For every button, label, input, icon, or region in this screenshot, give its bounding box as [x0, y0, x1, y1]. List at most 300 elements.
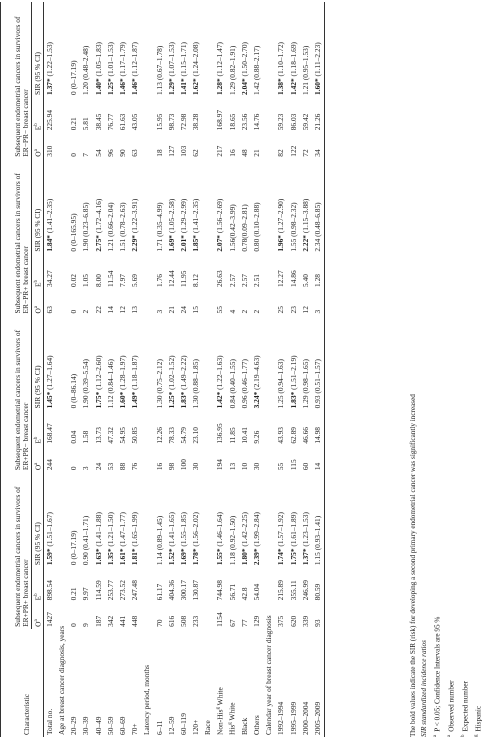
expected-cell: 0.21 — [69, 117, 79, 131]
expected-cell: 38.45 — [93, 113, 103, 131]
table-row — [129, 2, 141, 737]
observed-cell: 13 — [130, 306, 140, 314]
sir-cell: 1.30 (0.88–1.85) — [191, 359, 201, 409]
observed-cell: 129 — [252, 615, 262, 627]
sir-cell: 1.63* (1.41–1.88) — [93, 512, 103, 566]
sir-cell: 1.49* (1.18–1.87) — [130, 355, 140, 409]
observed-cell: 1154 — [215, 612, 225, 627]
expected-cell: 114.59 — [93, 580, 103, 601]
footnote: $^a$P < 0.05; Confidence Intervals are 95 % — [433, 616, 442, 737]
observed-cell: 34 — [312, 132, 325, 158]
expected-cell: 7.97 — [117, 274, 127, 287]
sir-table — [0, 2, 325, 737]
row-label: Total no. — [44, 708, 54, 735]
expected-cell: 2.57 — [227, 274, 237, 287]
expected-cell: 8.00 — [93, 274, 103, 287]
observed-cell: 76 — [130, 462, 140, 471]
sir-cell: 0 (0–17.19) — [69, 60, 79, 95]
sir-cell: 1.81* (1.65–1.99) — [130, 512, 140, 566]
observed-cell: 18 — [154, 149, 164, 157]
observed-cell: 53 — [105, 462, 115, 471]
sir-cell: 2.29* (1.22–3.91) — [130, 198, 140, 252]
sir-cell: 1.29 (0.82–1.91) — [227, 45, 237, 95]
sir-cell: 2.07* (1.56–2.69) — [215, 198, 225, 252]
observed-cell: 9 — [81, 623, 91, 627]
sir-cell: 1.25* (1.02–1.52) — [166, 355, 176, 409]
observed-header: $O^a$ — [32, 602, 44, 628]
table-row — [81, 2, 93, 737]
expected-cell: 2.51 — [252, 274, 262, 287]
expected-cell: 61.17 — [154, 583, 164, 601]
sir-header: SIR (95 % CI) — [32, 2, 44, 97]
row-label: 40–49 — [93, 716, 103, 735]
observed-cell: 63 — [130, 149, 140, 157]
observed-cell: 16 — [154, 462, 164, 471]
expected-cell: 72.98 — [178, 113, 188, 131]
expected-cell: 54.95 — [117, 427, 127, 444]
table-row — [312, 2, 325, 737]
expected-cell: 13.73 — [93, 427, 103, 444]
observed-cell: 0 — [69, 309, 79, 314]
observed-cell: 244 — [44, 459, 54, 471]
table-row — [251, 2, 263, 737]
expected-cell: 47.32 — [105, 427, 115, 444]
table-row — [68, 2, 80, 737]
observed-cell: 448 — [130, 615, 140, 627]
expected-cell: 253.77 — [105, 580, 115, 601]
expected-cell: 78.33 — [166, 427, 176, 444]
observed-cell: 62 — [191, 149, 201, 157]
observed-cell: 22 — [93, 306, 103, 314]
sir-cell: 1.40* (1.05–1.83) — [93, 41, 103, 95]
row-label: 70+ — [130, 723, 140, 735]
footnote: $^b$Expected number — [460, 681, 469, 737]
row-label: 60–69 — [117, 716, 127, 735]
expected-header: $E^b$ — [32, 254, 44, 289]
expected-cell: 898.54 — [44, 580, 54, 601]
expected-cell: 404.36 — [166, 580, 176, 601]
sir-cell: 1.42* (1.22–1.63) — [215, 355, 225, 409]
expected-cell: 215.89 — [276, 580, 286, 601]
expected-cell: 42.8 — [239, 587, 249, 601]
observed-cell: 88 — [117, 462, 127, 471]
section-heading-row — [263, 2, 275, 737]
observed-cell: 233 — [191, 615, 201, 627]
expected-cell: 300.17 — [178, 580, 188, 601]
expected-cell: 168.97 — [215, 109, 225, 131]
row-label: 12–59 — [166, 716, 176, 735]
table-row — [276, 2, 288, 737]
observed-cell: 2 — [81, 309, 91, 314]
sir-cell: 1.55* (1.46–1.64) — [215, 512, 225, 566]
observed-cell: 16 — [227, 149, 237, 157]
footnotes — [408, 7, 485, 737]
expected-cell: 34.27 — [44, 270, 54, 287]
section-label: Latency period, months — [142, 665, 152, 735]
row-label: 6–11 — [154, 720, 164, 735]
sub-header-row — [32, 2, 44, 737]
section-heading-row — [56, 2, 68, 737]
expected-cell: 76.77 — [105, 113, 115, 131]
sir-cell: 1.20 (0.48–2.48) — [81, 45, 91, 95]
observed-cell: 14 — [312, 446, 325, 472]
expected-cell: 14.98 — [312, 410, 325, 445]
observed-cell: 12 — [300, 306, 310, 314]
expected-cell: 15.95 — [154, 113, 164, 131]
sir-cell: 1.15 (0.93–1.41) — [312, 472, 325, 567]
section-heading-row — [202, 2, 214, 737]
observed-cell: 122 — [288, 145, 298, 157]
row-label: 60–119 — [178, 713, 188, 735]
sir-cell: 1.69* (1.55–1.85) — [178, 512, 188, 566]
observed-cell: 217 — [215, 145, 225, 157]
observed-cell: 48 — [239, 149, 249, 157]
row-label: 2000–2004 — [300, 701, 310, 735]
sir-cell: 2.75* (1.72–4.16) — [93, 198, 103, 252]
observed-cell: 23 — [288, 306, 298, 314]
sir-cell: 1.80* (1.42–2.25) — [239, 512, 249, 566]
sir-cell: 1.13 (0.67–1.78) — [154, 45, 164, 95]
expected-cell: 11.95 — [178, 270, 188, 287]
sir-cell: 1.69* (1.05–2.58) — [166, 198, 176, 252]
expected-cell: 62.89 — [288, 427, 298, 444]
table-row — [93, 2, 105, 737]
sir-cell: 1.51 (0.78–2.63) — [117, 202, 127, 252]
expected-cell: 9.97 — [81, 587, 91, 601]
sir-cell: 1.42 (0.88–2.17) — [252, 45, 262, 95]
expected-cell: 54.79 — [178, 427, 188, 444]
sir-cell: 1.21 (0.95–1.53) — [300, 45, 310, 95]
observed-header: $O^a$ — [32, 446, 44, 472]
sir-cell: 0 (0–165.95) — [69, 213, 79, 252]
sir-cell: 1.37* (1.23–1.53) — [300, 512, 310, 566]
observed-cell: 98 — [166, 462, 176, 471]
expected-cell: 86.03 — [288, 113, 298, 131]
observed-cell: 55 — [215, 306, 225, 314]
observed-cell: 15 — [191, 306, 201, 314]
row-label: 2005–2009 — [312, 629, 325, 737]
table-body — [44, 2, 325, 737]
sir-cell: 2.39* (1.99–2.84) — [252, 512, 262, 566]
expected-cell: 12.27 — [276, 270, 286, 287]
expected-cell: 26.63 — [215, 270, 225, 287]
expected-cell: 43.05 — [130, 113, 140, 131]
group-header-er-pos-pr-pos: Subsequent endometrial cancers in survivors of ER+PR+ breast cancer — [1, 472, 32, 629]
observed-cell: 2 — [252, 309, 262, 314]
sir-cell: 2.34 (0.48–6.85) — [312, 159, 325, 254]
expected-cell: 0.02 — [69, 274, 79, 287]
expected-cell: 50.85 — [130, 427, 140, 444]
row-label: Black — [239, 717, 249, 735]
sir-cell: 1.84* (1.41–2.35) — [44, 198, 54, 252]
sir-cell: 0.96 (0.46–1.77) — [239, 359, 249, 409]
sir-cell: 1.62* (1.24–2.08) — [191, 41, 201, 95]
observed-cell: 310 — [44, 145, 54, 157]
expected-cell: 11.54 — [105, 270, 115, 287]
section-heading-row — [142, 2, 154, 737]
expected-cell: 1.05 — [81, 274, 91, 287]
section-label: Race — [203, 720, 213, 735]
section-label: Calendar year of breast cancer diagnosis — [264, 615, 274, 735]
expected-header: $E^b$ — [32, 410, 44, 445]
sir-cell: 1.14 (0.89–1.45) — [154, 515, 164, 566]
expected-cell: 54.04 — [252, 583, 262, 601]
expected-cell: 23.56 — [239, 113, 249, 131]
sir-cell: 1.75* (1.61–1.89) — [288, 512, 298, 566]
group-header-er-pos-pr-neg: Subsequent endometrial cancers in survivors of ER+PR− breast cancer — [1, 315, 32, 472]
sir-cell: 1.85* (1.41–2.35) — [191, 198, 201, 252]
footnote: $^a$Observed number — [447, 680, 456, 737]
observed-cell: 187 — [93, 615, 103, 627]
sir-cell: 0.84 (0.40–1.55) — [227, 359, 237, 409]
sir-cell: 1.29* (1.07–1.53) — [166, 41, 176, 95]
observed-cell: 72 — [300, 149, 310, 157]
sir-cell: 1.28* (1.12–1.47) — [215, 41, 225, 95]
observed-cell: 0 — [69, 153, 79, 157]
sir-cell: 2.04* (1.50–2.70) — [239, 41, 249, 95]
expected-cell: 43.93 — [276, 427, 286, 444]
sir-cell: 1.96* (1.27–2.90) — [276, 198, 286, 252]
sir-cell: 1.25* (1.01–1.53) — [105, 41, 115, 95]
observed-cell: 30 — [191, 462, 201, 471]
row-label: 1992–1994 — [276, 701, 286, 735]
sir-cell: 1.30 (0.75–2.12) — [154, 359, 164, 409]
expected-cell: 61.63 — [117, 113, 127, 131]
observed-cell: 12 — [117, 306, 127, 314]
expected-cell: 14.86 — [288, 270, 298, 287]
footnote: SIR standardized incidence ratios — [420, 640, 429, 737]
row-label: Others — [252, 715, 262, 735]
expected-cell: 59.23 — [276, 113, 286, 131]
expected-cell: 273.52 — [117, 580, 127, 601]
expected-cell: 12.44 — [166, 270, 176, 287]
table-row — [300, 2, 312, 737]
sir-cell: 0 (0–17.19) — [69, 530, 79, 566]
sir-cell: 0.78(0.09–2.81) — [239, 204, 249, 252]
sir-cell: 1.71 (0.35–4.99) — [154, 202, 164, 252]
sir-cell: 1.74* (1.57–1.92) — [276, 512, 286, 566]
observed-cell: 21 — [252, 149, 262, 157]
expected-cell: 23.10 — [191, 427, 201, 444]
sir-header: SIR (95 % CI) — [32, 159, 44, 254]
observed-cell: 21 — [166, 306, 176, 314]
group-header-er-neg-pr-neg: Subsequent endometrial cancers in survivors of ER−PR− breast cancer — [1, 2, 32, 159]
sir-cell: 1.41* (1.15–1.71) — [178, 41, 188, 95]
observed-cell: 100 — [178, 459, 188, 471]
expected-cell: 168.47 — [44, 423, 54, 444]
group-header-er-neg-pr-pos: Subsequent endometrial cancers in survivors of ER−PR+ breast cancer — [1, 159, 32, 316]
observed-cell: 54 — [93, 149, 103, 157]
expected-cell: 247.48 — [130, 580, 140, 601]
table-row — [215, 2, 227, 737]
observed-cell: 93 — [312, 602, 325, 628]
sir-cell: 1.35* (1.21–1.50) — [105, 512, 115, 566]
sir-cell: 1.78* (1.56–2.02) — [191, 512, 201, 566]
observed-cell: 0 — [69, 623, 79, 627]
observed-cell: 0 — [69, 466, 79, 471]
expected-cell: 225.94 — [44, 109, 54, 131]
observed-cell: 616 — [166, 615, 176, 627]
expected-cell: 355.11 — [288, 580, 298, 601]
observed-cell: 10 — [239, 462, 249, 471]
sir-cell: 2.22* (1.15–3.88) — [300, 198, 310, 252]
row-label: 30–39 — [81, 716, 91, 735]
sir-cell: 3.24* (2.19–4.63) — [252, 355, 262, 409]
table-row — [154, 2, 166, 737]
expected-cell: 59.42 — [300, 113, 310, 131]
expected-cell: 1.28 — [312, 254, 325, 289]
table-header — [1, 2, 44, 737]
expected-header: $E^b$ — [32, 567, 44, 602]
expected-cell: 744.98 — [215, 580, 225, 601]
expected-cell: 18.65 — [227, 113, 237, 131]
sir-cell: 1.38* (1.10–1.72) — [276, 41, 286, 95]
observed-cell: 3 — [312, 289, 325, 315]
sir-cell: 1.90 (0.23–6.85) — [81, 202, 91, 252]
expected-cell: 1.58 — [81, 430, 91, 444]
sir-cell: 1.60* (1.28–1.97) — [117, 355, 127, 409]
table-row — [117, 2, 129, 737]
characteristic-header: Characteristic — [1, 629, 32, 737]
observed-cell: 3 — [154, 309, 164, 314]
observed-cell: 82 — [276, 149, 286, 157]
sir-cell: 1.25 (0.94–1.63) — [276, 359, 286, 409]
expected-cell: 0.21 — [69, 587, 79, 601]
observed-cell: 90 — [117, 149, 127, 157]
sir-cell: 2.01* (1.29–2.99) — [178, 198, 188, 252]
observed-cell: 25 — [276, 306, 286, 314]
observed-cell: 70 — [154, 619, 164, 627]
expected-cell: 5.69 — [130, 274, 140, 287]
expected-cell: 8.12 — [191, 274, 201, 287]
expected-cell: 38.28 — [191, 113, 201, 131]
observed-header: $O^a$ — [32, 132, 44, 158]
observed-cell: 7 — [81, 153, 91, 157]
sir-cell: 1.29 (0.98–1.65) — [300, 359, 310, 409]
observed-cell: 60 — [300, 462, 310, 471]
row-label: 50–59 — [105, 716, 115, 735]
table-row — [288, 2, 300, 737]
observed-cell: 13 — [227, 462, 237, 471]
observed-cell: 1427 — [44, 612, 54, 627]
table-row — [178, 2, 190, 737]
sir-cell: 1.90 (0.39–5.54) — [81, 359, 91, 409]
sir-cell: 0.93 (0.51–1.57) — [312, 315, 325, 410]
observed-cell: 24 — [178, 306, 188, 314]
observed-cell: 375 — [276, 615, 286, 627]
sir-cell: 1.52* (1.41–1.65) — [166, 512, 176, 566]
sir-cell: 1.21 (0.66–2.04) — [105, 202, 115, 252]
expected-cell: 14.76 — [252, 113, 262, 131]
observed-cell: 342 — [105, 615, 115, 627]
observed-cell: 4 — [227, 309, 237, 314]
sir-header: SIR (95 % CI) — [32, 472, 44, 567]
expected-header: $E^b$ — [32, 97, 44, 132]
observed-cell: 24 — [93, 462, 103, 471]
sir-cell: 1.75* (1.12–2.60) — [93, 355, 103, 409]
expected-cell: 1.76 — [154, 274, 164, 287]
observed-cell: 77 — [239, 619, 249, 627]
sir-cell: 1.55 (0.98–2.32) — [288, 202, 298, 252]
observed-cell: 96 — [105, 149, 115, 157]
footnote: $^g$Hispanic — [474, 705, 483, 737]
sir-cell: 1.83* (1.51–2.19) — [288, 355, 298, 409]
expected-cell: 0.04 — [69, 430, 79, 444]
row-label: His$^g$ White — [227, 702, 237, 735]
table-row — [105, 2, 117, 737]
sir-cell: 1.46* (1.17–1.79) — [117, 41, 127, 95]
expected-cell: 5.81 — [81, 117, 91, 131]
observed-cell: 508 — [178, 615, 188, 627]
table-row — [239, 2, 251, 737]
expected-cell: 136.95 — [215, 423, 225, 444]
sir-cell: 1.18 (0.92–1.50) — [227, 515, 237, 566]
expected-cell: 21.26 — [312, 97, 325, 132]
expected-cell: 46.66 — [300, 427, 310, 444]
expected-cell: 56.71 — [227, 583, 237, 601]
table-row — [190, 2, 202, 737]
row-label: 1995–1999 — [288, 701, 298, 735]
sir-cell: 1.37* (1.22–1.53) — [44, 41, 54, 95]
expected-cell: 130.87 — [191, 580, 201, 601]
observed-cell: 339 — [300, 615, 310, 627]
sir-cell: 0 (0–86.14) — [69, 373, 79, 409]
observed-cell: 14 — [105, 306, 115, 314]
observed-cell: 103 — [178, 145, 188, 157]
observed-cell: 55 — [276, 462, 286, 471]
observed-cell: 127 — [166, 145, 176, 157]
expected-cell: 9.26 — [252, 430, 262, 444]
sir-cell: 1.83* (1.49–2.22) — [178, 355, 188, 409]
footnote: The bold values indicate the SIR (risk) for developing a second primary endometrial cancer was significantly increased — [409, 394, 417, 737]
observed-cell: 63 — [44, 306, 54, 314]
sir-cell: 1.42* (1.18–1.69) — [288, 41, 298, 95]
expected-cell: 80.59 — [312, 567, 325, 602]
observed-cell: 620 — [288, 615, 298, 627]
observed-cell: 3 — [81, 466, 91, 471]
expected-cell: 12.26 — [154, 427, 164, 444]
sir-cell: 0.90 (0.41–1.71) — [81, 515, 91, 566]
sir-cell: 1.60* (1.11–2.23) — [312, 2, 325, 97]
observed-cell: 67 — [227, 619, 237, 627]
observed-cell: 194 — [215, 459, 225, 471]
section-label: Age at breast cancer diagnosis, years — [57, 625, 67, 735]
expected-cell: 246.99 — [300, 580, 310, 601]
expected-cell: 2.57 — [239, 274, 249, 287]
sir-cell: 1.12 (0.84–1.46) — [105, 359, 115, 409]
observed-header: $O^a$ — [32, 289, 44, 315]
observed-cell: 30 — [252, 462, 262, 471]
expected-cell: 11.85 — [227, 427, 237, 444]
expected-cell: 98.73 — [166, 113, 176, 131]
sir-cell: 1.61* (1.47–1.77) — [117, 512, 127, 566]
table-row — [166, 2, 178, 737]
row-label: 20–29 — [69, 716, 79, 735]
expected-cell: 10.41 — [239, 427, 249, 444]
sir-cell: 1.56(0.42–3.99) — [227, 204, 237, 252]
table-row — [44, 2, 57, 737]
sir-cell: 0.80 (0.10–2.88) — [252, 202, 262, 252]
row-label: Non-His$^g$ White — [215, 687, 225, 735]
sir-cell: 1.59* (1.51–1.67) — [44, 512, 54, 566]
sir-cell: 1.45* (1.27–1.64) — [44, 355, 54, 409]
table-row — [227, 2, 239, 737]
observed-cell: 2 — [239, 309, 249, 314]
sir-header: SIR (95 % CI) — [32, 315, 44, 410]
expected-cell: 5.40 — [300, 274, 310, 287]
observed-cell: 441 — [117, 615, 127, 627]
sir-cell: 1.46* (1.12–1.87) — [130, 41, 140, 95]
